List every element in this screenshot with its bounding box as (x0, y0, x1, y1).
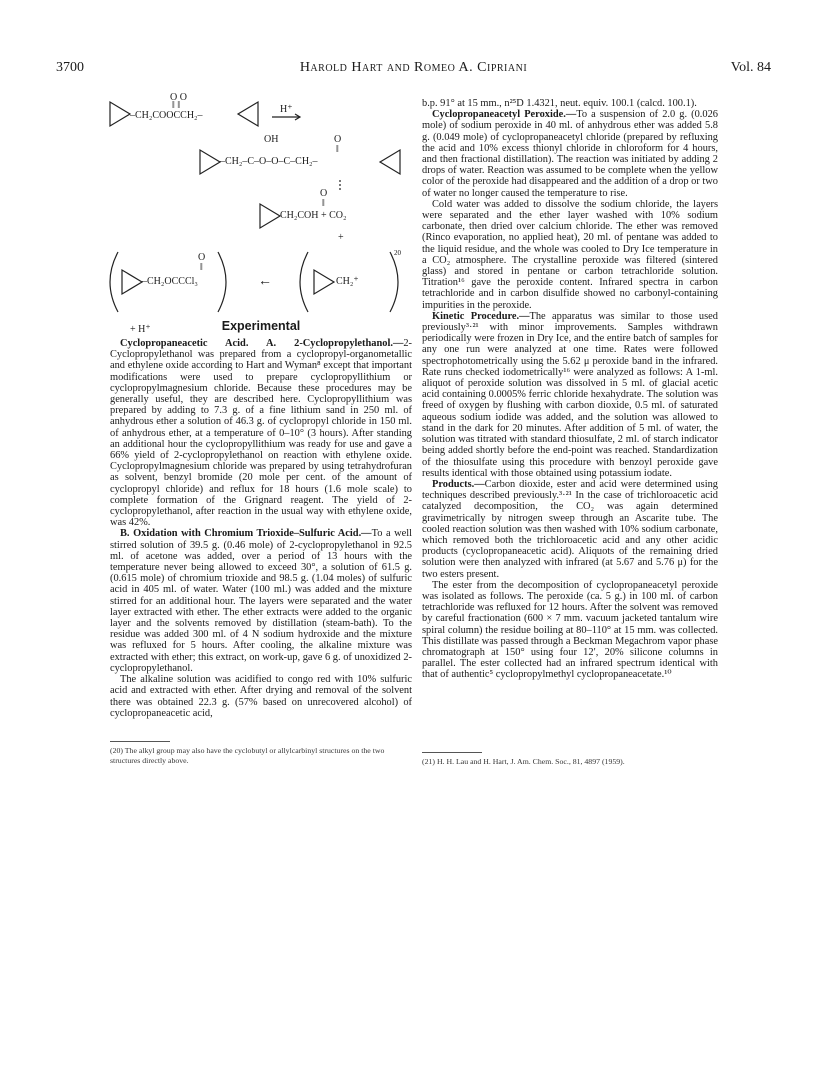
paragraph-text: The alkaline solution was acidified to congo red with 10% sulfuric acid and extracted with ether. After drying and removal of the solvent there was obtained 22.3 g. (57% based on unrecovered alcohol) of cyclopropaneacetic acid, (110, 674, 412, 719)
acid-double-bond: ‖ (322, 198, 325, 209)
page-number: 3700 (56, 60, 84, 75)
back-arrow: ← (258, 274, 272, 289)
bracket-right-close (390, 252, 398, 312)
acid-catalyst-label: H⁺ (280, 104, 293, 115)
ts-double-bond: ‖ (336, 144, 339, 155)
paragraph (422, 98, 718, 109)
tca-double-bond: ‖ (200, 262, 203, 273)
paragraph (422, 479, 718, 580)
footnote-rule-right (422, 752, 482, 753)
footnote-rule-left (110, 741, 170, 742)
paragraph-lead: Cyclopropaneacetyl Peroxide.— (432, 109, 577, 121)
cyclopropyl-ring-7 (314, 270, 334, 294)
acid-oxygen: O (320, 188, 328, 199)
cyclopropyl-ring-4 (380, 150, 400, 174)
section-title: Experimental (221, 319, 301, 333)
proton-label: + H⁺ (130, 324, 151, 335)
acid-chain: CH₂COH + CO₂ (280, 210, 347, 221)
paragraph-text: To a suspension of 2.0 g. (0.026 mole) of sodium peroxide in 40 ml. of anhydrous ether was added 5.8 g. (0.049 mole) of cyclopropaneacetyl chloride (prepared by refluxing the acid and 10% excess thionyl chloride in chloroform for 4 hours, and then fractional distillation). The reaction was initiated by adding 2 drops of water. Reaction was assumed to be complete when the yellow color of the peroxide had disappeared and the addition of a drop or two of water no longer caused the temperature to rise. (422, 109, 718, 199)
paragraph (422, 311, 718, 479)
ts-chain: –CH₂–C–O–O–C–CH₂– (220, 156, 318, 167)
paragraph-text: b.p. 91° at 15 mm., n²⁵D 1.4321, neut. equiv. 100.1 (calcd. 100.1). (422, 98, 697, 109)
cyclopropyl-ring-5 (260, 204, 280, 228)
reaction-scheme (100, 92, 420, 357)
paragraph-text: Cold water was added to dissolve the sodium chloride, the layers were separated and the ether layer washed with 10% sodium carbonate, then dried over calcium chloride. The ether was removed (Rinco evaporation, no applied heat), 20 ml. of pentane was added to the liquid residue, and the whole was cooled to Dry Ice temperature in a CO₂ atmosphere. The crystalline peroxide was filtered (sintered glass) and stored in pentane or carbon tetrachloride solution. Titration¹⁶ gave the peroxide content. Infrared spectra in carbon tetrachloride and in carbon disulfide showed no carbonyl-containing impurities in the peroxide. (422, 198, 718, 311)
cation-label: CH₂⁺ (336, 276, 359, 287)
paragraph-lead: Kinetic Procedure.— (432, 310, 530, 322)
cyclopropyl-ring-6 (122, 270, 142, 294)
paragraph-lead: Products.— (432, 478, 485, 490)
ts-oxygen: O (334, 134, 342, 145)
paragraph-text: The ester from the decomposition of cyclopropaneacetyl peroxide was isolated as follows. The peroxide (ca. 5 g.) in 100 ml. of carbon tetrachloride was refluxed for 12 hours. After the solvent was removed by careful fractionation (600 × 7 mm. vacuum jacketed tantalum wire spiral column) the residue boiling at 80–110° at 15 mm. was collected. This distillate was passed through a Beckman Megachrom vapor phase chromatograph at 150° using four 12′, 20% silicone columns in parallel. The ester collected had an infrared spectrum identical with that of authentic⁵ cyclopropylmethyl cyclopropaneacetate.¹⁰ (422, 579, 718, 681)
scheme-drawing (100, 92, 420, 357)
footnote-ref-20: 20 (394, 249, 401, 257)
hydroxyl-label: OH (264, 134, 279, 145)
volume-number: Vol. 84 (730, 60, 771, 75)
ester-oxygens: O O (170, 92, 187, 103)
paragraph (422, 580, 718, 681)
cyclopropyl-ring-2 (238, 102, 258, 126)
footnote-right: (21) H. H. Lau and H. Hart, J. Am. Chem. Soc., 81, 4897 (1959). (422, 757, 625, 766)
paragraph-lead: B. Oxidation with Chromium Trioxide–Sulfuric Acid.— (120, 528, 372, 540)
paragraph-text: To a well stirred solution of 39.5 g. (0.46 mole) of 2-cyclopropylethanol in 92.5 ml. of acetone was added, over a period of 13 hours with the temperature never being allowed to exceed 30°, a solution of 61.5 g. (0.615 mole) of chromium trioxide and 98.5 g. (1.04 moles) of sulfuric acid in 405 ml. of water. Water (100 ml.) was added and the mixture stirred for an additional hour. The layers were separated and the water layer extracted with ether. The ether extracts were added to the organic layer and the solvents removed by distillation (steam-bath). To the residue was added 300 ml. of 4 N sodium hydroxide and the mixture was refluxed for 5 hours. After cooling, the alkaline mixture was extracted with ether; this extract, on work-up, gave 6 g. of unoxidized 2-cyclopropylethanol. (110, 528, 412, 674)
bracket-right-open (300, 252, 308, 312)
ester-double-bonds: ‖ ‖ (172, 100, 181, 111)
tca-oxygen: O (198, 252, 206, 263)
paragraph-text: 2-Cyclopropylethanol was prepared from a cyclopropyl-organometallic and ethylene oxide according to Hart and Wyman⁸ except that important modifications were used to prepare cyclopropyllithium or cyclopropylmagnesium chloride. Because these procedures may be generally useful, they are described here. Cyclopropyllithium was prepared by adding to 7.3 g. of a fine lithium sand in 250 ml. of anhydrous ether a solution of 46.3 g. of cyclopropyl chloride in 150 ml. of anhydrous ether, at a temperature of 0–10° (3 hours). After standing an additional hour the cyclopropyllithium was ready for use and gave a 66% yield of 2-cyclopropylethanol on reaction with ethylene oxide. Cyclopropylmagnesium chloride was prepared by using tetrahydrofuran as solvent, benzyl bromide (20 mole per cent. of the amount of cyclopropyl chloride) and reflux for 18 hours (1.6 mole scale) to complete formation of the Grignard reagent. The yield of 2-cyclopropylethanol, after reaction in the usual way with ethylene oxide, was 42%. (110, 338, 412, 529)
paragraph (422, 199, 718, 311)
footnote-left: (20) The alkyl group may also have the cyclobutyl or allylcarbinyl structures on the two structures directly above. (110, 746, 385, 765)
paragraph-text: The apparatus was similar to those used previously³·²¹ with minor improvements. Samples withdrawn periodically were frozen in Dry Ice, and the entire batch of samples for any one run were analyzed at one time. Rates were followed spectrophotometrically using the 5.62 μ peroxide band in the infrared. Rate runs checked iodometrically¹⁶ were analyzed as follows: A 1-ml. aliquot of peroxide solution was dissolved in 5 ml. of glacial acetic acid containing 0.0005% ferric chloride hexahydrate. The solution was freed of oxygen by flushing with carbon dioxide, 0.5 ml. of saturated aqueous sodium iodide was added, and the solution was allowed to stand in the dark for 20 minutes. After addition of 5 ml. of water, the solution was titrated with standard thiosulfate, 2 ml. of starch indicator being added shortly before the end-point was reached. Standardization of the thiosulfate using this procedure with benzoyl peroxide gave results identical with those obtained using potassium iodate. (422, 310, 718, 479)
left-column (110, 338, 412, 719)
bracket-left-open (110, 252, 118, 312)
running-title: Harold Hart and Romeo A. Cipriani (299, 60, 528, 75)
paragraph (110, 528, 412, 674)
paragraph (422, 109, 718, 199)
tca-ester-chain: –CH₂OCCCl₃ (142, 276, 198, 287)
cyclopropyl-ring-1 (110, 102, 130, 126)
cyclopropyl-ring-3 (200, 150, 220, 174)
paragraph (110, 338, 412, 528)
right-column (422, 98, 718, 681)
paragraph-lead: Cyclopropaneacetic Acid. A. 2-Cyclopropylethanol.— (120, 338, 404, 349)
paragraph-text: Carbon dioxide, ester and acid were determined using techniques described previously.³·²¹ In the case of trichloroacetic acid catalyzed decomposition, the CO₂ was again determined gravimetrically by nitrogen sweep through an Ascarite tube. The cooled reaction solution was then washed with 10% sodium carbonate, which removed both the trichloroacetic acid and any other acidic products (cyclopropaneacetic acid). Aliquots of the remaining dried solution were then analyzed with infrared (at 5.67 and 5.76 μ) for the two esters present. (422, 478, 718, 580)
running-header (56, 60, 771, 80)
ester-chain: –CH₂COOCCH₂– (130, 110, 203, 121)
bracket-left-close (218, 252, 226, 312)
paragraph (110, 674, 412, 719)
plus-sign: + (338, 232, 344, 243)
